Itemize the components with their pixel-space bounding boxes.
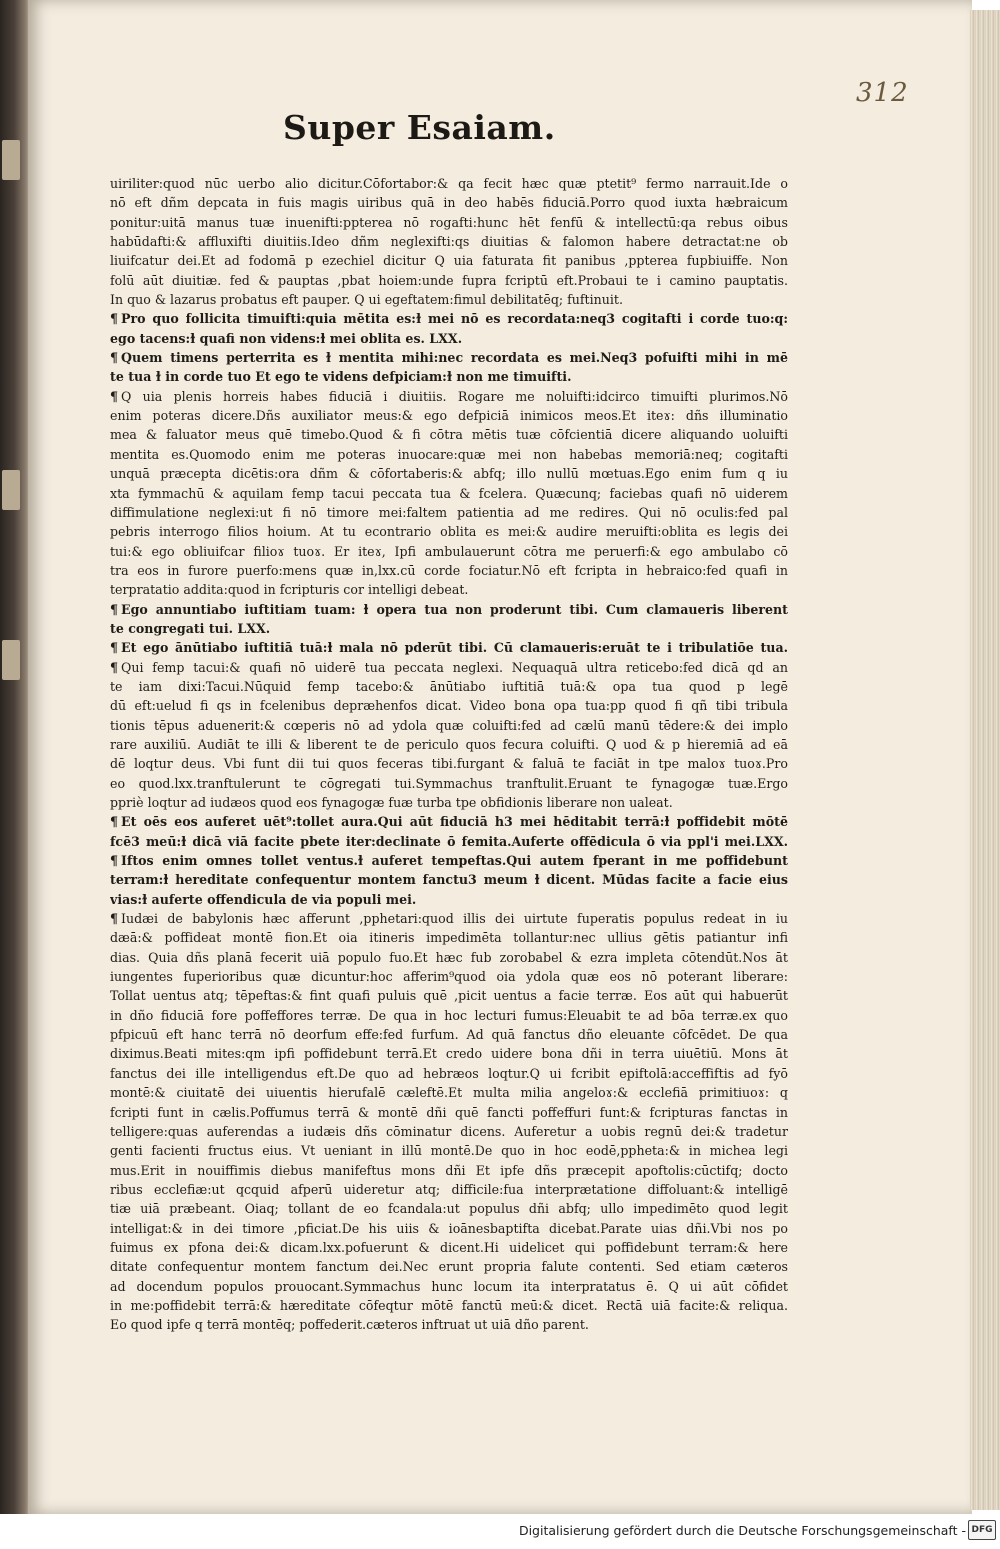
text-line <box>110 1141 788 1160</box>
text-line <box>110 193 788 212</box>
text-line <box>110 600 788 619</box>
dfg-logo-icon: DFG <box>968 1520 996 1540</box>
paragraph-mark-icon: ¶ <box>110 814 119 830</box>
paragraph-mark-icon: ¶ <box>110 911 119 927</box>
paragraph-mark-icon: ¶ <box>110 659 119 675</box>
text-line-content: Pro quo follicita timuifti:quia mētita es:ɫ mei nō es recordata:neq3 cogitafti i corde tuo:q: <box>121 311 788 327</box>
text-line <box>110 251 788 270</box>
text-line-content: dæā:& poffideat montē fion.Et oia itineris impedimēta tollantur:nec ullius gētis patiantur infi <box>110 930 788 946</box>
text-line-content: unquā præcepta dicētis:ora dñm & cōfortaberis:& abfq; illo nullū mœtuas.Ego enim fum q iu <box>110 466 788 482</box>
text-line-content: Q uia plenis horreis habes fiduciā i diuitiis. Rogare me noluifti:idcirco timuifti plurimos.Nō <box>121 388 788 404</box>
text-line-content: nō eft dñm depcata in fuis magis uiribus quā in deo habēs fiduciā.Porro quod iuxta hæbraicum <box>110 195 788 211</box>
folio-number: 312 <box>856 78 909 108</box>
text-line <box>110 580 788 599</box>
text-line-content: ribus ecclefiæ:ut qcquid afperū uideretur atq; difficile:fua interprætatione diffoluant:& intelligē <box>110 1181 788 1197</box>
paragraph-mark-icon: ¶ <box>110 853 119 869</box>
text-line-content: mentita es.Quomodo enim me poteras inuocare:quæ mei non habebas memoriā:neq; cogitafti <box>110 446 788 462</box>
text-line-content: Tollat uentus atq; tēpeftas:& fint quafi puluis quē ,picit uentus a facie terræ. Eos aūt qui habuerūt <box>110 988 788 1004</box>
text-line-content: In quo & lazarus probatus eft pauper. Q ui egeftatem:fimul debilitatēq; fuftinuit. <box>110 292 623 308</box>
text-line <box>110 619 788 638</box>
text-line <box>110 696 788 715</box>
text-line <box>110 658 788 677</box>
text-line-content: mea & faluator meus quē timebo.Quod & fi cōtra mētis tuæ cōfcientiā dicere aliquando uoluifti <box>110 427 788 443</box>
text-line-content: Et ego ānūtiabo iuftitiā tuā:ɫ mala nō pderūt tibi. Cū clamaueris:eruāt te i tribulatiōe tua. <box>121 640 788 656</box>
text-line-content: genti facienti fructus eius. Vt ueniant in illū montē.De quo in hoc eodē,ppheta:& in michea legi <box>110 1143 788 1159</box>
text-line <box>110 406 788 425</box>
text-line <box>110 542 788 561</box>
text-line-content: pebris interrogo filios hoium. At tu econtrario oblita es mei:& audire meruifti:oblita es legis dei <box>110 524 788 540</box>
text-line-content: tiæ uiā præbeant. Oiaq; tollant de eo fcandala:ut populus dñi abfq; ullo impedimēto quod legit <box>110 1201 788 1217</box>
text-line <box>110 774 788 793</box>
text-line-content: terram:ɫ hereditate confequentur montem fanctu3 meum ɫ dicent. Mūdas facite a facie eius <box>110 872 788 888</box>
text-line <box>110 1238 788 1257</box>
paragraph-mark-icon: ¶ <box>110 350 119 366</box>
text-line <box>110 329 788 348</box>
text-line-content: Qui femp tacui:& quafi nō uiderē tua peccata neglexi. Nequaquā ultra reticebo:fed dicā qd an <box>121 659 788 675</box>
text-line <box>110 793 788 812</box>
text-line-content: fcē3 meū:ɫ dicā viā facite pbete iter:declinate ō femita.Auferte offēdicula ō via ppl'i mei.LXX. <box>110 833 788 849</box>
text-line-content: intelligat:& in dei timore ,pficiat.De his uiis & ioānesbaptifta dicebat.Parate uias dñi.Vbi nos po <box>110 1220 788 1236</box>
text-line <box>110 348 788 367</box>
text-line-content: Iftos enim omnes tollet ventus.ɫ auferet tempeftas.Qui autem fperant in me poffidebunt <box>121 853 788 869</box>
text-line <box>110 503 788 522</box>
text-line-content: mus.Erit in nouiffimis diebus manifeftus mons dñi Et ipfe dñs præcepit apoftolis:cūctifq; docto <box>110 1162 788 1178</box>
text-line-content: habūdafti:& affluxifti diuitiis.Ideo dñm neglexifti:qs diuitias & falomon habere detractat:ne ob <box>110 234 788 250</box>
text-line-content: montē:& ciuitatē dei uiuentis hierufalē cæleftē.Et multa milia angeloɤ:& ecclefiā primitiuoɤ: q <box>110 1085 788 1101</box>
funding-credit: Digitalisierung gefördert durch die Deutsche Forschungsgemeinschaft - <box>518 1523 966 1538</box>
page-fore-edge <box>970 10 1000 1510</box>
paragraph-mark-icon: ¶ <box>110 388 119 404</box>
text-line <box>110 1277 788 1296</box>
text-line <box>110 754 788 773</box>
text-line-content: te congregati tui. LXX. <box>110 620 271 636</box>
text-line <box>110 232 788 251</box>
text-line <box>110 638 788 657</box>
text-line <box>110 986 788 1005</box>
text-line <box>110 445 788 464</box>
text-line-content: Quem timens perterrita es ɫ mentita mihi:nec recordata es mei.Neq3 pofuifti mihi in mē <box>121 350 788 366</box>
text-line <box>110 1315 788 1334</box>
text-line <box>110 812 788 831</box>
text-line-content: vias:ɫ auferte offendicula de via populi mei. <box>110 891 417 907</box>
text-line-content: ad docendum populos prouocant.Symmachus hunc locum ita interpratatus ē. Q ui aūt cōfidet <box>110 1278 788 1294</box>
text-line <box>110 1122 788 1141</box>
text-line <box>110 716 788 735</box>
text-line-content: rare auxiliū. Audiāt te illi & liberent te de periculo quos fecura coluifti. Q uod & p hieremiā ad eā <box>110 736 788 752</box>
text-line <box>110 1296 788 1315</box>
text-line-content: dias. Quia dñs planā fecerit uiā populo fuo.Et hæc fub zorobabel & ezra impleta cōtendūt.Nos āt <box>110 949 788 965</box>
text-line <box>110 890 788 909</box>
text-line <box>110 1161 788 1180</box>
text-line <box>110 870 788 889</box>
text-line-content: te iam dixi:Tacui.Nūquid femp tacebo:& ānūtiabo iuftitiā tuā:& opa tua quod p legē <box>110 678 788 694</box>
text-line-content: ditate confequentur montem fanctum dei.Nec erunt propria falute contenti. Sed etiam cæteros <box>110 1259 788 1275</box>
text-line <box>110 484 788 503</box>
text-line-content: liuifcatur dei.Et ad fodomā p ezechiel dicitur Q uia faturata fit panibus ,ppterea fupbiuiffe. Non <box>110 253 788 269</box>
footer-bar <box>0 1514 1000 1549</box>
binding-tab <box>2 140 20 180</box>
text-line-content: folū aūt diuitiæ. fed & pauptas ,pbat hoiem:unde fupra fcriptū eft.Probaui te i camino pauptatis. <box>110 272 788 288</box>
text-line-content: pfpicuū eft hanc terrā nō deorfum effe:fed furfum. Ad quā fanctus dño eleuante cōfcēdet. De qua <box>110 1027 788 1043</box>
text-line <box>110 1083 788 1102</box>
text-line-content: tionis tēpus aduenerit:& cœperis nō ad ydola quæ coluifti:fed ad cælū manū tēdere:& dei implo <box>110 717 788 733</box>
text-line-content: te tua ɫ in corde tuo Et ego te videns defpiciam:ɫ non me timuifti. <box>110 369 572 385</box>
text-line <box>110 271 788 290</box>
text-line-content: xta fymmachū & aquilam femp tacui peccata tua & fcelera. Quæcunq; faciebas quafi nō uiderem <box>110 485 788 501</box>
text-line-content: eo quod.lxx.tranftulerunt te cōgregati tui.Symmachus tranftulit.Eruant te fynagogæ tuæ.Ergo <box>110 775 788 791</box>
text-line <box>110 464 788 483</box>
text-line-content: in dño fiduciā fore poffeffores terræ. De qua in hoc lecturi fumus:Eleuabit te ad bōa terræ.ex quo <box>110 1007 788 1023</box>
text-line <box>110 561 788 580</box>
text-line <box>110 1219 788 1238</box>
text-line-content: ppriè loqtur ad iudæos quod eos fynagogæ fuæ turba tpe obfidionis liberare non ualeat. <box>110 795 673 810</box>
text-line <box>110 425 788 444</box>
text-line-content: dē loqtur deus. Vbi funt dii tui quos feceras tibi.furgant & faluā te faciāt in tpe maloɤ tuoɤ.Pro <box>110 756 788 772</box>
text-line <box>110 1199 788 1218</box>
text-line-content: tui:& ego obliuifcar filioɤ tuoɤ. Er iteɤ, Ipfi ambulauerunt cōtra me peruerfi:& ego ambulabo cō <box>110 543 788 559</box>
text-line <box>110 290 788 309</box>
binding-tab <box>2 640 20 680</box>
text-line-content: tra eos in furore puerfo:mens quæ in,lxx.cū corde fociatur.Nō eft fcripta in hebraico:fed quafi in <box>110 562 788 578</box>
text-line-content: Iudæi de babylonis hæc afferunt ,pphetari:quod illis dei uirtute fuperatis populus redeat in iu <box>121 911 788 927</box>
text-line-content: fuimus ex pfona dei:& dicam.lxx.pofuerunt & dicent.Hi uidelicet qui poffidebunt terram:& here <box>110 1239 788 1255</box>
text-line-content: ego tacens:ɫ quafi non videns:ɫ mei oblita es. LXX. <box>110 330 463 346</box>
text-line <box>110 1180 788 1199</box>
text-line <box>110 387 788 406</box>
text-line <box>110 1006 788 1025</box>
text-line-content: iungentes fuperioribus quæ dicuntur:hoc afferim⁹quod oia ydola quæ eos nō poterant liberare: <box>110 969 788 985</box>
text-line-content: Ego annuntiabo iuftitiam tuam: ɫ opera tua non proderunt tibi. Cum clamaueris liberent <box>121 601 788 617</box>
book-page <box>28 0 972 1514</box>
text-line-content: diffimulatione neglexi:ut fi nō timore mei:faltem patientia ad me redires. Qui nō oculis:fed pal <box>110 504 788 520</box>
paragraph-mark-icon: ¶ <box>110 311 119 327</box>
text-line <box>110 522 788 541</box>
text-line <box>110 367 788 386</box>
text-line-content: uiriliter:quod nūc uerbo alio dicitur.Cōfortabor:& qa fecit hæc quæ ptetit⁹ fermo narrauit.Ide o <box>110 176 788 191</box>
text-line <box>110 832 788 851</box>
text-line <box>110 213 788 232</box>
text-line-content: ponitur:uitā manus tuæ inuenifti:ppterea nō rogafti:hunc hēt fenfū & intellectū:qa rebus oibus <box>110 214 788 230</box>
binding-tab <box>2 470 20 510</box>
text-line <box>110 1257 788 1276</box>
text-line <box>110 309 788 328</box>
text-line <box>110 677 788 696</box>
text-line-content: fcripti funt in cælis.Poffumus terrā & montē dñi quē fancti poffeffuri funt:& fcripturas fanctas in <box>110 1104 788 1120</box>
text-line <box>110 928 788 947</box>
text-line-content: fanctus dei ille intelligendus eft.De quo ad hebræos loqtur.Q ui fcribit epiftolā:acceffiftis ad fyō <box>110 1065 788 1081</box>
running-head: Super Esaiam. <box>283 108 556 147</box>
text-line <box>110 967 788 986</box>
text-line-content: Eo quod ipfe q terrā montēq; poffederit.cæteros inftruat ut uiā dño parent. <box>110 1317 589 1333</box>
text-line-content: Et oēs eos auferet uēt⁹:tollet aura.Qui aūt fiduciā h3 mei hēditabit terrā:ɫ poffidebit mōtē <box>121 814 788 830</box>
text-line <box>110 1103 788 1122</box>
text-line <box>110 851 788 870</box>
text-line-content: terpratatio addita:quod in fcripturis cor intelligi debeat. <box>110 582 469 598</box>
text-line <box>110 1025 788 1044</box>
text-line-content: enim poteras dicere.Dñs auxiliator meus:& ego defpiciā inimicos meos.Et iteɤ: dñs illuminatio <box>110 408 788 424</box>
text-line-content: telligere:quas auferendas a iudæis dñs cōminatur dicens. Auferetur a uobis regnū dei:& tradetur <box>110 1123 788 1139</box>
text-line-content: diximus.Beati mites:qm ipfi poffidebunt terrā.Et credo uidere bona dñi in terra uiuētiū. Mons āt <box>110 1046 788 1062</box>
text-line <box>110 948 788 967</box>
paragraph-mark-icon: ¶ <box>110 601 119 617</box>
paragraph-mark-icon: ¶ <box>110 640 119 656</box>
text-line <box>110 735 788 754</box>
text-line <box>110 1044 788 1063</box>
text-line <box>110 1064 788 1083</box>
text-line-content: dū eft:uelud fi qs in fcelenibus depræhenfos dicat. Video bona opa tua:pp quod fi qñ tibi tribula <box>110 698 788 714</box>
text-line <box>110 174 788 193</box>
text-column <box>110 174 788 1335</box>
text-line <box>110 909 788 928</box>
text-line-content: in me:poffidebit terrā:& hæreditate cōfeqtur mōtē fanctū meū:& dicet. Rectā uiā facite:& reliqua. <box>110 1297 788 1313</box>
